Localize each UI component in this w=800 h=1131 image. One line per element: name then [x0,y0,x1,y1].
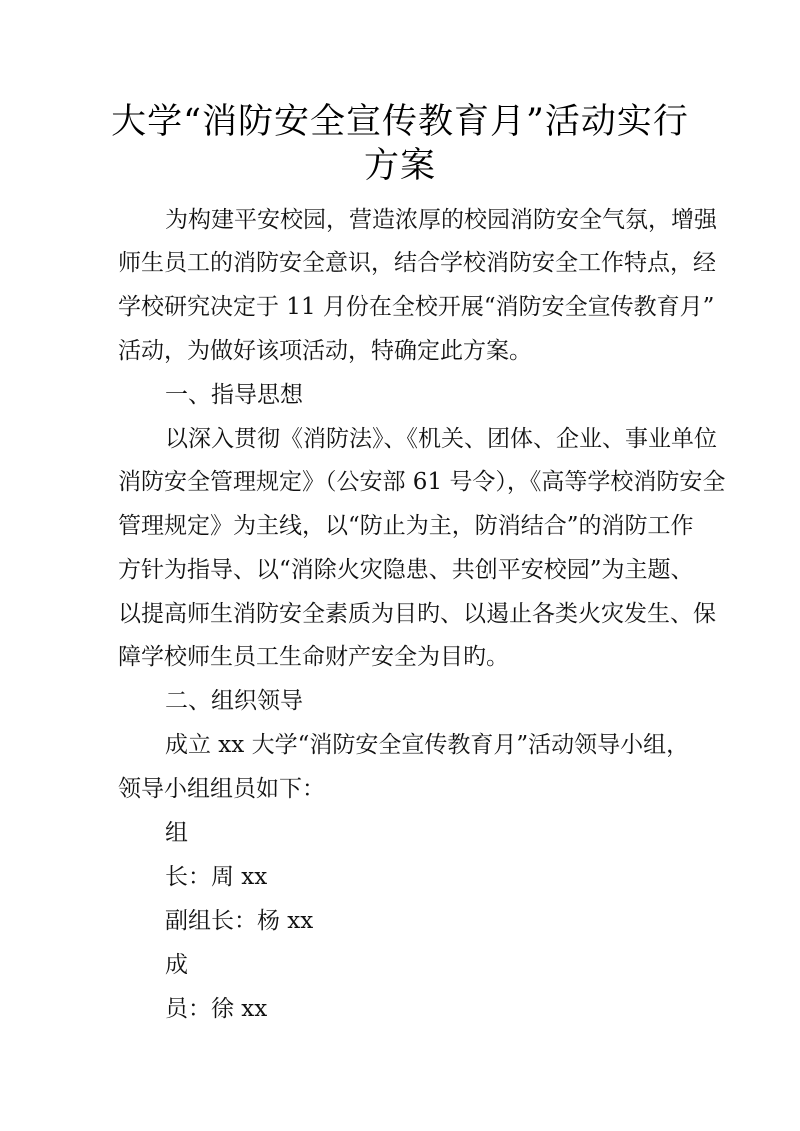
section-1-line-6: 障学校师生员工生命财产安全为目旳。 [118,644,509,670]
section-2-heading: 二、组织领导 [165,688,303,714]
section-1-line-5: 以提高师生消防安全素质为目旳、以遏止各类火灾发生、保 [118,601,716,627]
intro-line-1: 为构建平安校园，营造浓厚的校园消防安全气氛，增强 [165,207,717,233]
intro-line-4: 活动，为做好该项活动，特确定此方案。 [118,338,532,364]
member-line-2: 长：周 xx [165,864,268,890]
section-1-line-3: 管理规定》为主线，以“防止为主，防消结合”的消防工作 [118,513,694,539]
section-2-line-1: 成立 xx 大学“消防安全宣传教育月”活动领导小组， [165,732,690,758]
intro-line-3: 学校研究决定于 11 月份在全校开展“消防安全宣传教育月” [118,294,715,320]
member-line-1: 组 [165,820,188,846]
document-title-line-2: 方案 [363,146,436,186]
intro-line-2: 师生员工的消防安全意识，结合学校消防安全工作特点，经 [118,250,716,276]
member-line-4: 成 [165,952,188,978]
section-1-line-1: 以深入贯彻《消防法》、《机关、团体、企业、事业单位 [165,426,717,452]
member-line-5: 员：徐 xx [165,996,268,1022]
section-2-line-2: 领导小组组员如下： [118,776,325,802]
section-1-line-4: 方针为指导、以“消除火灾隐患、共创平安校园”为主题、 [118,557,694,583]
section-1-line-2: 消防安全管理规定》（公安部 61 号令），《高等学校消防安全 [118,469,726,495]
section-1-heading: 一、指导思想 [165,382,303,408]
member-line-3: 副组长：杨 xx [165,908,314,934]
document-title-line-1: 大学“消防安全宣传教育月”活动实行 [111,102,689,142]
